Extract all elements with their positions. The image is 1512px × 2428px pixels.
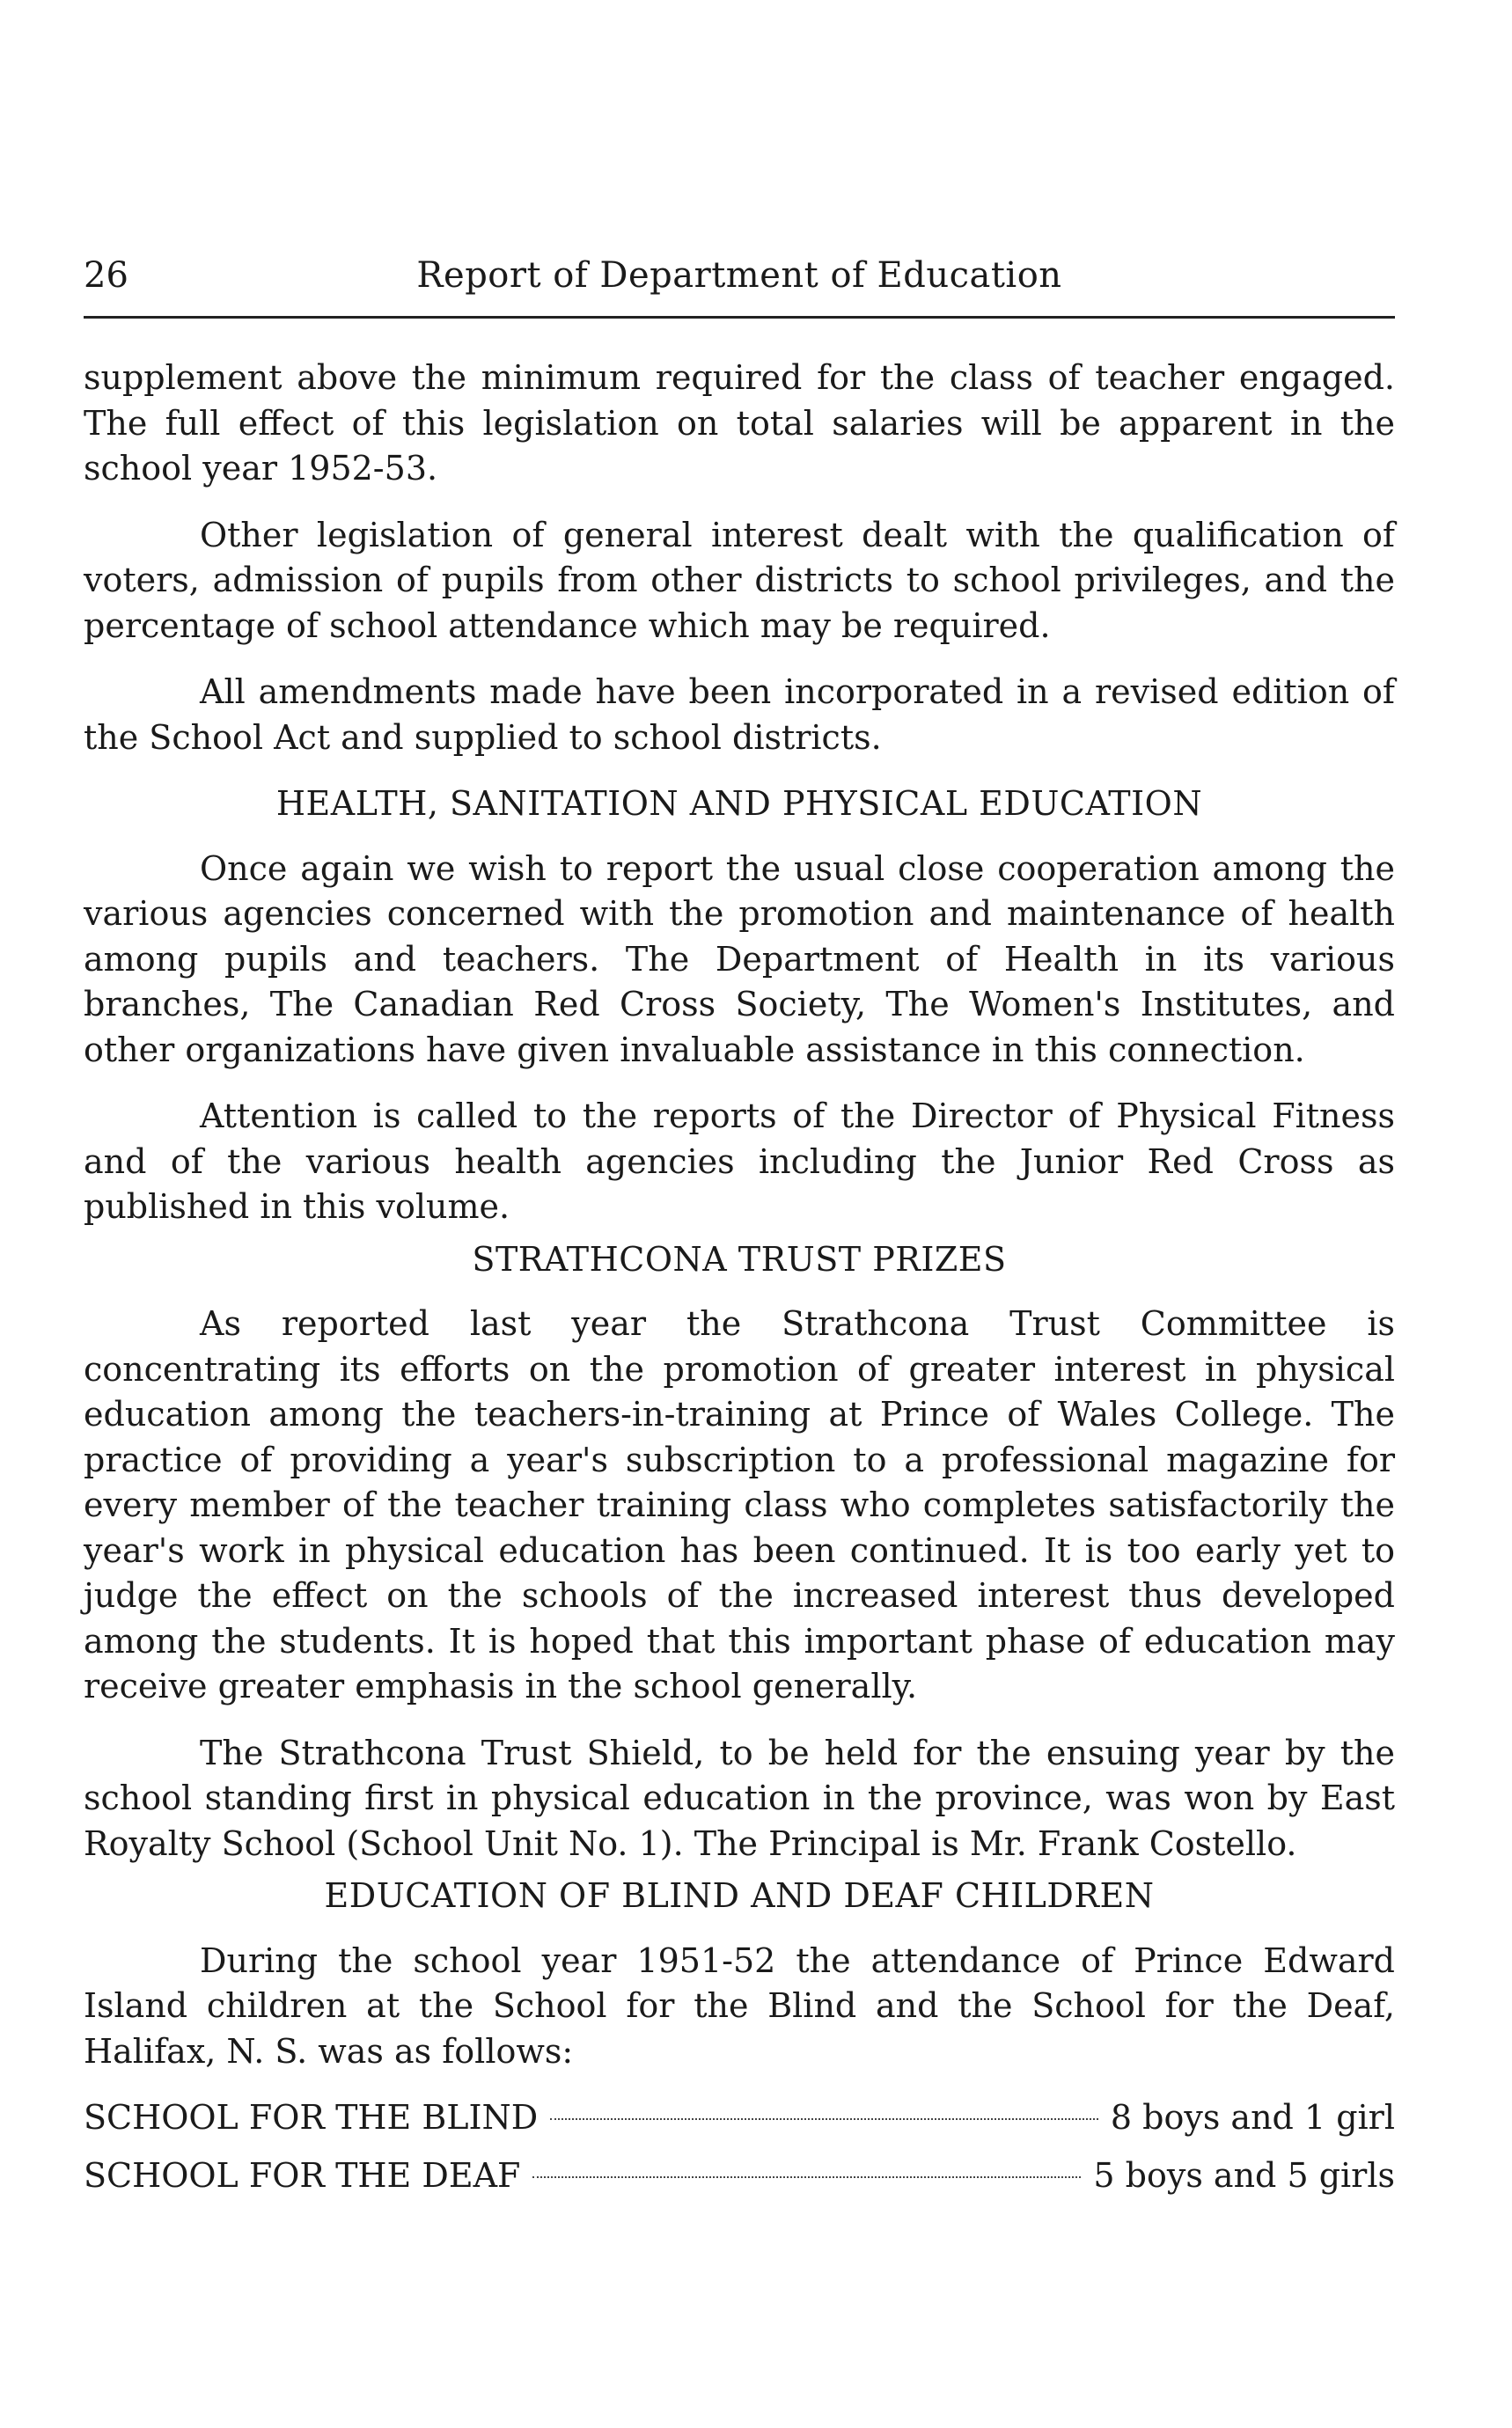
dot-leader: [550, 2118, 1098, 2120]
paragraph-amendments: All amendments made have been incorporated in a revised edition of the School Act and supplied to school districts.: [84, 672, 1395, 757]
paragraph-physical-fitness-reports: Attention is called to the reports of the Director of Physical Fitness and of the various health agencies including the Junior Red Cross as published in this volume.: [84, 1097, 1395, 1226]
paragraph-salary-supplement: supplement above the minimum required for the class of teacher engaged. The full effect of this legislation on total salaries will be apparent in the school year 1952-53.: [84, 358, 1395, 488]
running-header: [84, 249, 1395, 319]
paragraph-strathcona-shield: The Strathcona Trust Shield, to be held for the ensuing year by the school standing first in physical education in the province, was won by East Royalty School (School Unit No. 1). The Principal is Mr. Frank Costello.: [84, 1733, 1395, 1863]
paragraph-health-cooperation: Once again we wish to report the usual close cooperation among the various agencies concerned with the promotion and maintenance of health among pupils and teachers. The Department of Health in its various branches, The Canadian Red Cross Society, The Women's Institutes, and other organizations have given invaluable assistance in this connection.: [84, 848, 1395, 1069]
school-name: SCHOOL FOR THE DEAF: [84, 2155, 521, 2195]
attendance-list: [84, 2095, 1395, 2198]
attendance-row-blind: [84, 2095, 1395, 2141]
paragraph-attendance-intro: During the school year 1951-52 the attendance of Prince Edward Island children at the School for the Blind and the School for the Deaf, Halifax, N. S. was as follows:: [84, 1940, 1395, 2071]
attendance-count: 8 boys and 1 girl: [1110, 2098, 1395, 2137]
school-name: SCHOOL FOR THE BLIND: [84, 2098, 539, 2137]
dot-leader: [532, 2176, 1081, 2178]
heading-strathcona-trust: STRATHCONA TRUST PRIZES: [472, 1239, 1007, 1279]
heading-blind-deaf-education: EDUCATION OF BLIND AND DEAF CHILDREN: [324, 1876, 1155, 1915]
attendance-count: 5 boys and 5 girls: [1093, 2155, 1395, 2195]
heading-health-sanitation: HEALTH, SANITATION AND PHYSICAL EDUCATION: [275, 784, 1203, 823]
paragraph-strathcona-committee: As reported last year the Strathcona Trust Committee is concentrating its efforts on the promotion of greater interest in physical education among the teachers-in-training at Prince of Wales College. The practice of providing a year's subscription to a professional magazine for every member of the teacher training class who completes satisfactorily the year's work in physical education has been continued. It is too early yet to judge the effect on the schools of the increased interest thus developed among the students. It is hoped that this important phase of education may receive greater emphasis in the school generally.: [84, 1304, 1395, 1705]
running-title: Report of Department of Education: [416, 255, 1062, 296]
page: [84, 249, 1395, 2211]
paragraph-other-legislation: Other legislation of general interest dealt with the qualification of voters, admission of pupils from other districts to school privileges, and the percentage of school attendance which may be required.: [84, 515, 1395, 645]
page-number: 26: [84, 255, 128, 296]
attendance-row-deaf: [84, 2153, 1395, 2199]
